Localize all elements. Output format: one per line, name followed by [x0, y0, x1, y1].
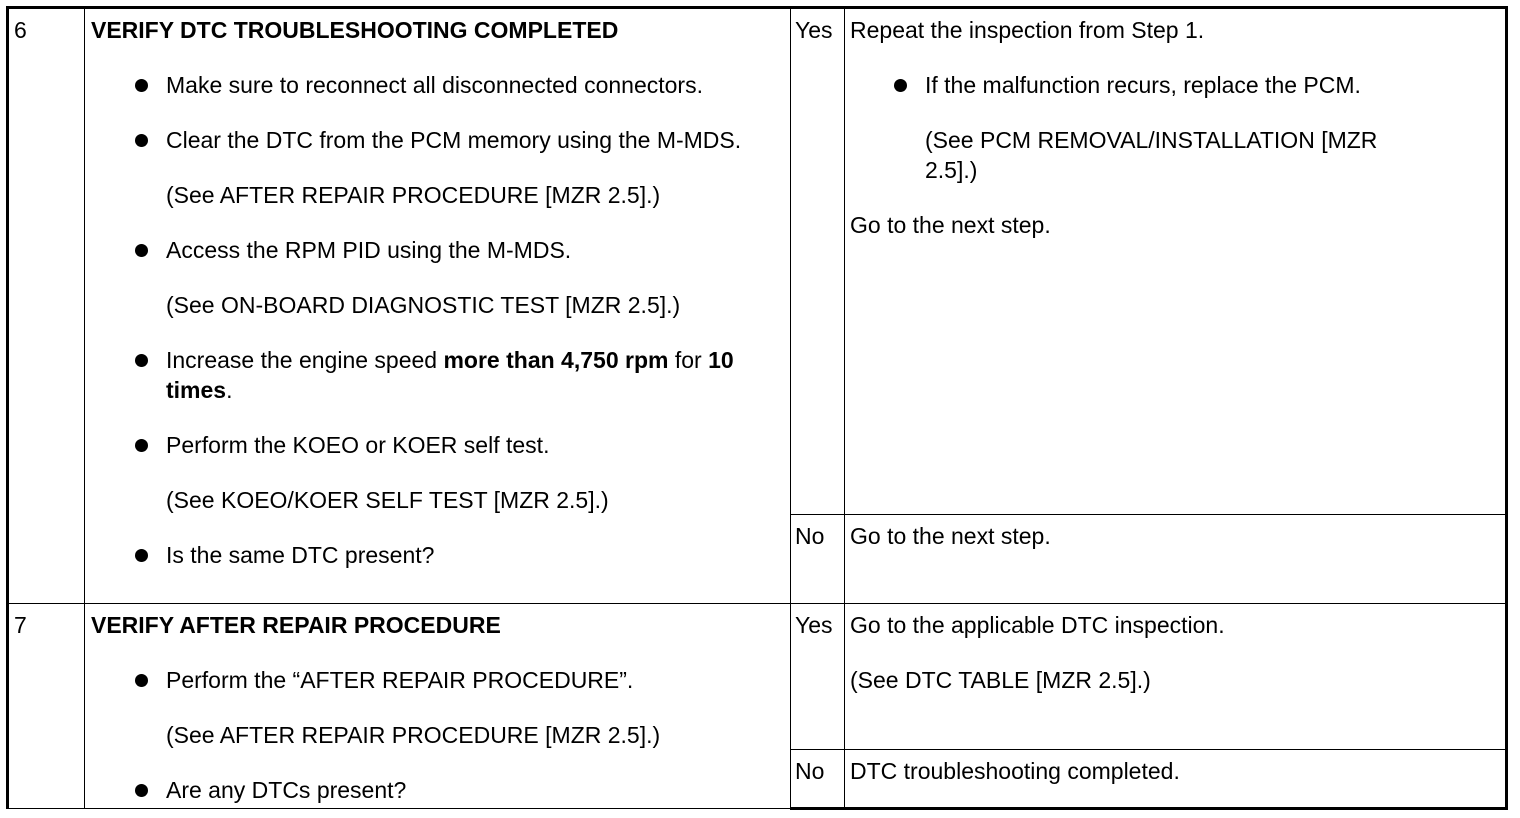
inspection-cell — [85, 604, 791, 809]
action-no-cell — [845, 515, 1507, 604]
list-item: Perform the KOEO or KOER self test. — [91, 430, 790, 460]
list-item: Make sure to reconnect all disconnected connectors. — [91, 70, 790, 100]
list-item: Increase the engine speed more than 4,750 rpm for 10 times. — [91, 345, 790, 405]
inspection-cell — [85, 8, 791, 604]
action-yes-cell — [845, 604, 1507, 750]
answer-no-label: No — [795, 523, 825, 549]
answer-yes-label: Yes — [795, 17, 833, 43]
action-text: Repeat the inspection from Step 1. — [850, 17, 1205, 43]
diagnostic-procedure-table — [6, 6, 1508, 810]
action-text: DTC troubleshooting completed. — [850, 758, 1180, 785]
inspection-list — [91, 70, 790, 570]
answer-yes-label: Yes — [795, 612, 833, 638]
answer-yes-cell — [791, 604, 845, 750]
list-item-reference: (See ON-BOARD DIAGNOSTIC TEST [MZR 2.5].) — [166, 292, 681, 318]
list-item-reference: (See KOEO/KOER SELF TEST [MZR 2.5].) — [166, 487, 609, 513]
action-no-cell — [845, 750, 1507, 809]
step-number: 7 — [14, 612, 27, 638]
list-item: Access the RPM PID using the M-MDS. — [91, 235, 790, 265]
action-text: Go to the applicable DTC inspection. — [850, 612, 1225, 638]
action-text: Go to the next step. — [850, 523, 1051, 549]
list-item: Is the same DTC present? — [91, 540, 790, 570]
list-item: Perform the “AFTER REPAIR PROCEDURE”. — [91, 665, 790, 695]
step-6-yes-row — [8, 8, 1507, 515]
inspection-list — [91, 665, 790, 805]
list-item: Clear the DTC from the PCM memory using the M-MDS. — [91, 125, 790, 155]
list-item: Are any DTCs present? — [91, 775, 790, 805]
answer-no-cell — [791, 750, 845, 809]
answer-no-cell — [791, 515, 845, 604]
action-bullet: If the malfunction recurs, replace the PCM. — [850, 70, 1505, 100]
step-title: VERIFY AFTER REPAIR PROCEDURE — [91, 612, 501, 638]
action-reference: (See DTC TABLE [MZR 2.5].) — [850, 667, 1151, 693]
list-item-reference: (See AFTER REPAIR PROCEDURE [MZR 2.5].) — [166, 722, 661, 748]
step-7-yes-row — [8, 604, 1507, 750]
answer-yes-cell — [791, 8, 845, 515]
action-reference: (See PCM REMOVAL/INSTALLATION [MZR 2.5].) — [925, 127, 1378, 183]
step-title: VERIFY DTC TROUBLESHOOTING COMPLETED — [91, 17, 619, 43]
step-number: 6 — [14, 17, 27, 43]
step-number-cell — [8, 8, 85, 604]
action-text: Go to the next step. — [850, 212, 1051, 238]
action-yes-cell — [845, 8, 1507, 515]
answer-no-label: No — [795, 758, 825, 785]
step-number-cell — [8, 604, 85, 809]
list-item-reference: (See AFTER REPAIR PROCEDURE [MZR 2.5].) — [166, 182, 661, 208]
